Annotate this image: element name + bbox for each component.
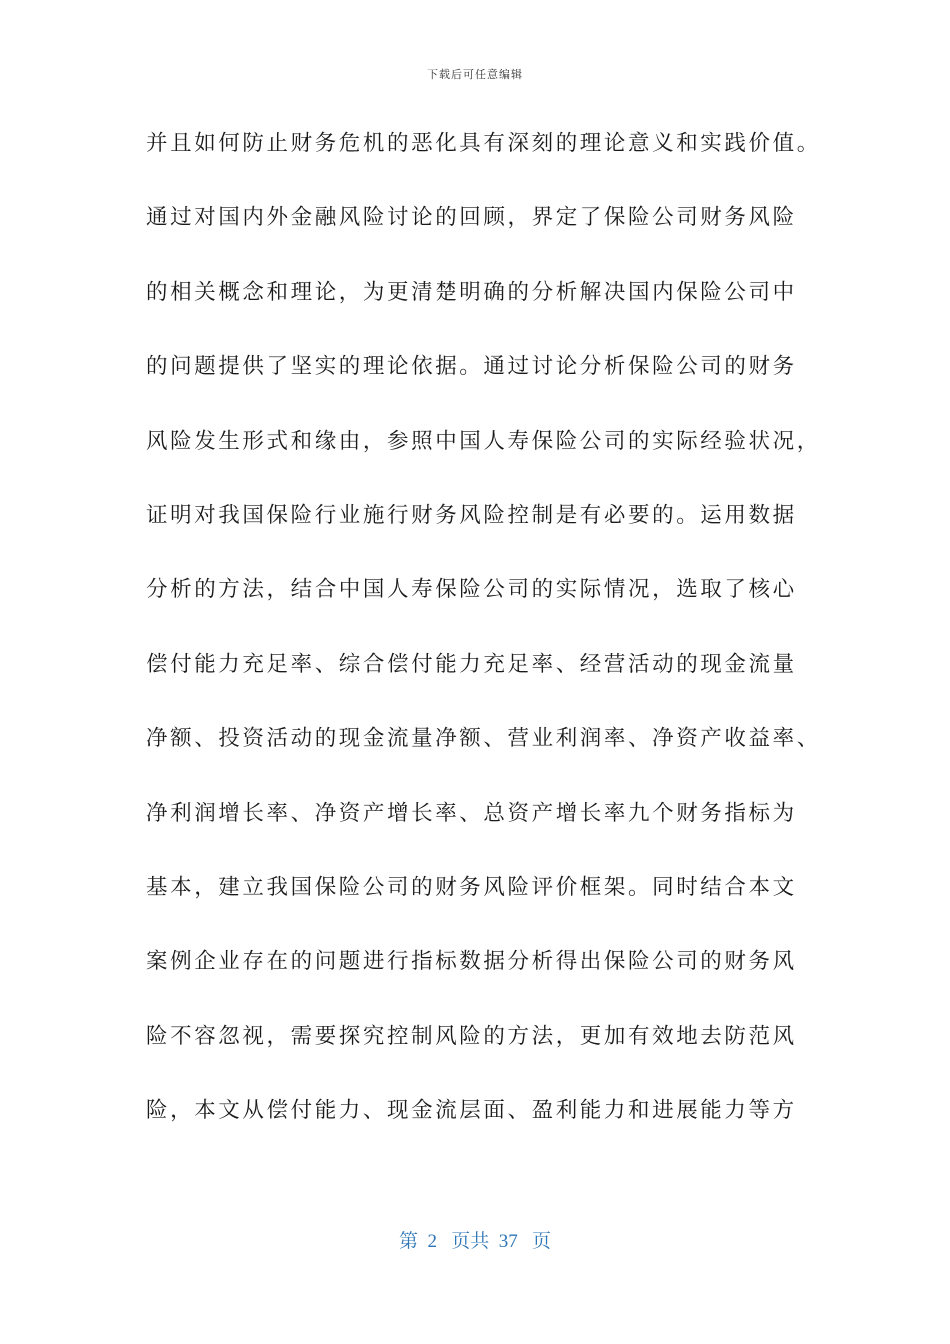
text-line: 基本，建立我国保险公司的财务风险评价框架。同时结合本文: [146, 874, 797, 900]
text-line: 分析的方法，结合中国人寿保险公司的实际情况，选取了核心: [146, 577, 797, 603]
text-line: 风险发生形式和缘由，参照中国人寿保险公司的实际经验状况，: [146, 428, 821, 454]
text-line: 净利润增长率、净资产增长率、总资产增长率九个财务指标为: [146, 800, 797, 826]
document-body: [146, 122, 821, 1163]
text-line: 通过对国内外金融风险讨论的回顾，界定了保险公司财务风险: [146, 205, 797, 231]
page-number-footer: 第 2 页共 37 页: [398, 1231, 551, 1252]
text-line: 净额、投资活动的现金流量净额、营业利润率、净资产收益率、: [146, 726, 821, 752]
text-line: 案例企业存在的问题进行指标数据分析得出保险公司的财务风: [146, 949, 797, 975]
text-line: 的问题提供了坚实的理论依据。通过讨论分析保险公司的财务: [146, 354, 797, 380]
text-line: 并且如何防止财务危机的恶化具有深刻的理论意义和实践价值。: [146, 131, 821, 156]
text-line: 偿付能力充足率、综合偿付能力充足率、经营活动的现金流量: [146, 651, 797, 677]
text-line: 险不容忽视，需要探究控制风险的方法，更加有效地去防范风: [146, 1023, 797, 1049]
text-line: 的相关概念和理论，为更清楚明确的分析解决国内保险公司中: [146, 279, 797, 305]
page-header: 下载后可任意编辑: [427, 68, 523, 81]
text-line: 险，本文从偿付能力、现金流层面、盈利能力和进展能力等方: [146, 1098, 797, 1124]
text-line: 证明对我国保险行业施行财务风险控制是有必要的。运用数据: [146, 502, 797, 528]
